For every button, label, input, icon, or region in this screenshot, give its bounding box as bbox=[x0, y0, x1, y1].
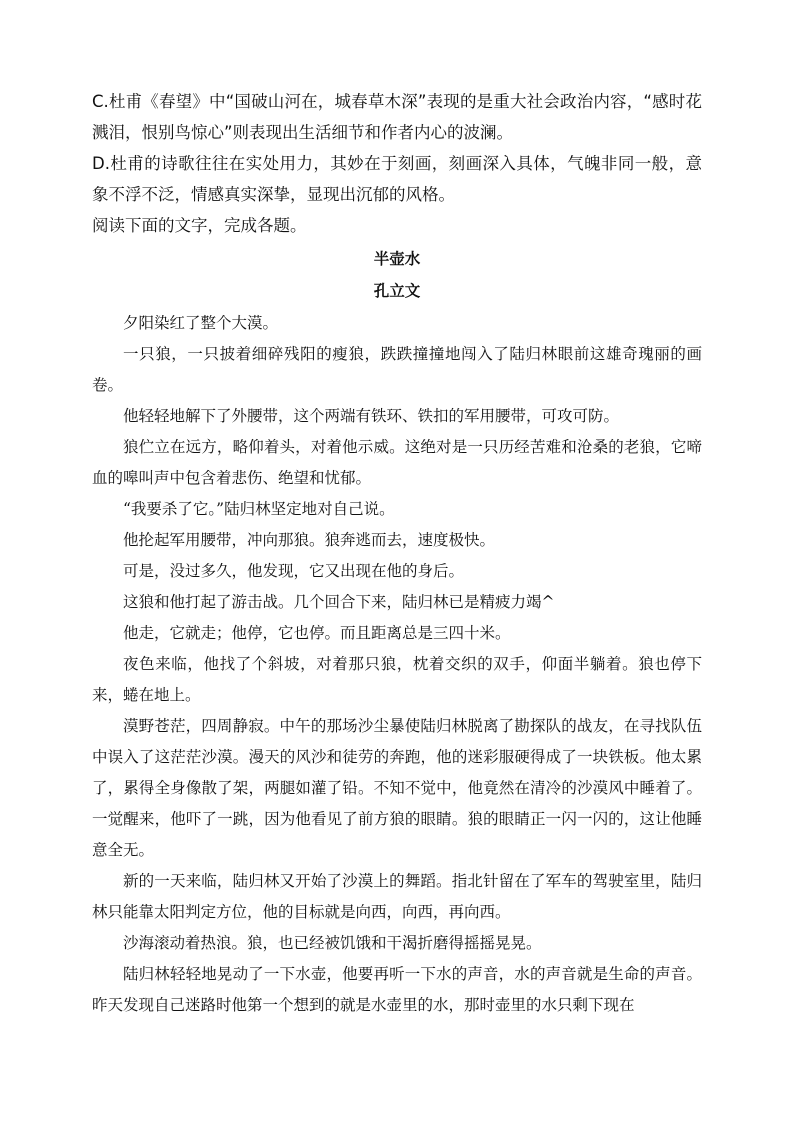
article-author: 孔立文 bbox=[373, 281, 421, 300]
article-paragraph: 新的一天来临，陆归林又开始了沙漠上的舞蹈。指北针留在了军车的驾驶室里，陆归林只能靠太阳判定方位，他的目标就是向西，向西，再向西。 bbox=[92, 872, 702, 921]
document-content bbox=[92, 86, 702, 1021]
option-d: D.杜甫的诗歌往往在实处用力，其妙在于刻画，刻画深入具体，气魄非同一般，意象不浮不泛，情感真实深挚，显现出沉郁的风格。 bbox=[92, 154, 702, 204]
article-paragraph: 沙海滚动着热浪。狼，也已经被饥饿和干渴折磨得摇摇晃晃。 bbox=[123, 934, 542, 952]
article-paragraph: 他走，它就走；他停，它也停。而且距离总是三四十米。 bbox=[123, 624, 511, 642]
article-paragraph: 夜色来临，他找了个斜坡，对着那只狼，枕着交织的双手，仰面半躺着。狼也停下来，蜷在地上。 bbox=[92, 655, 702, 704]
option-c: C.杜甫《春望》中“国破山河在，城春草木深”表现的是重大社会政治内容，“感时花溅泪，恨别鸟惊心”则表现出生活细节和作者内心的波澜。 bbox=[92, 92, 702, 142]
article-paragraph: “我要杀了它。”陆归林坚定地对自己说。 bbox=[123, 500, 395, 518]
article-paragraph: 夕阳染红了整个大漠。 bbox=[123, 314, 279, 332]
reading-instruction: 阅读下面的文字，完成各题。 bbox=[92, 216, 307, 235]
article-paragraph: 他抡起军用腰带，冲向那狼。狼奔逃而去，速度极快。 bbox=[123, 531, 496, 549]
article-paragraph: 漠野苍茫，四周静寂。中午的那场沙尘暴使陆归林脱离了勘探队的战友，在寻找队伍中误入了这茫茫沙漠。漫天的风沙和徒劳的奔跑，他的迷彩服硬得成了一块铁板。他太累了，累得全身像散了架，两腿如灌了铅。不知不觉中，他竟然在清冷的沙漠风中睡着了。一觉醒来，他吓了一跳，因为他看见了前方狼的眼睛。狼的眼睛正一闪一闪的，这让他睡意全无。 bbox=[92, 717, 702, 859]
article-paragraph: 陆归林轻轻地晃动了一下水壶，他要再听一下水的声音，水的声音就是生命的声音。昨天发现自己迷路时他第一个想到的就是水壶里的水，那时壶里的水只剩下现在 bbox=[92, 965, 702, 1014]
article-paragraph: 他轻轻地解下了外腰带，这个两端有铁环、铁扣的军用腰带，可攻可防。 bbox=[123, 407, 620, 425]
article-paragraph: 狼伫立在远方，略仰着头，对着他示威。这绝对是一只历经苦难和沧桑的老狼，它啼血的嗥叫声中包含着悲伤、绝望和忧郁。 bbox=[92, 438, 702, 487]
article-paragraph: 一只狼，一只披着细碎残阳的瘦狼，跌跌撞撞地闯入了陆归林眼前这雄奇瑰丽的画卷。 bbox=[92, 345, 702, 394]
article-title: 半壶水 bbox=[373, 249, 421, 268]
article-paragraph: 可是，没过多久，他发现，它又出现在他的身后。 bbox=[123, 562, 465, 580]
article-paragraph: 这狼和他打起了游击战。几个回合下来，陆归林已是精疲力竭^ bbox=[123, 593, 555, 611]
